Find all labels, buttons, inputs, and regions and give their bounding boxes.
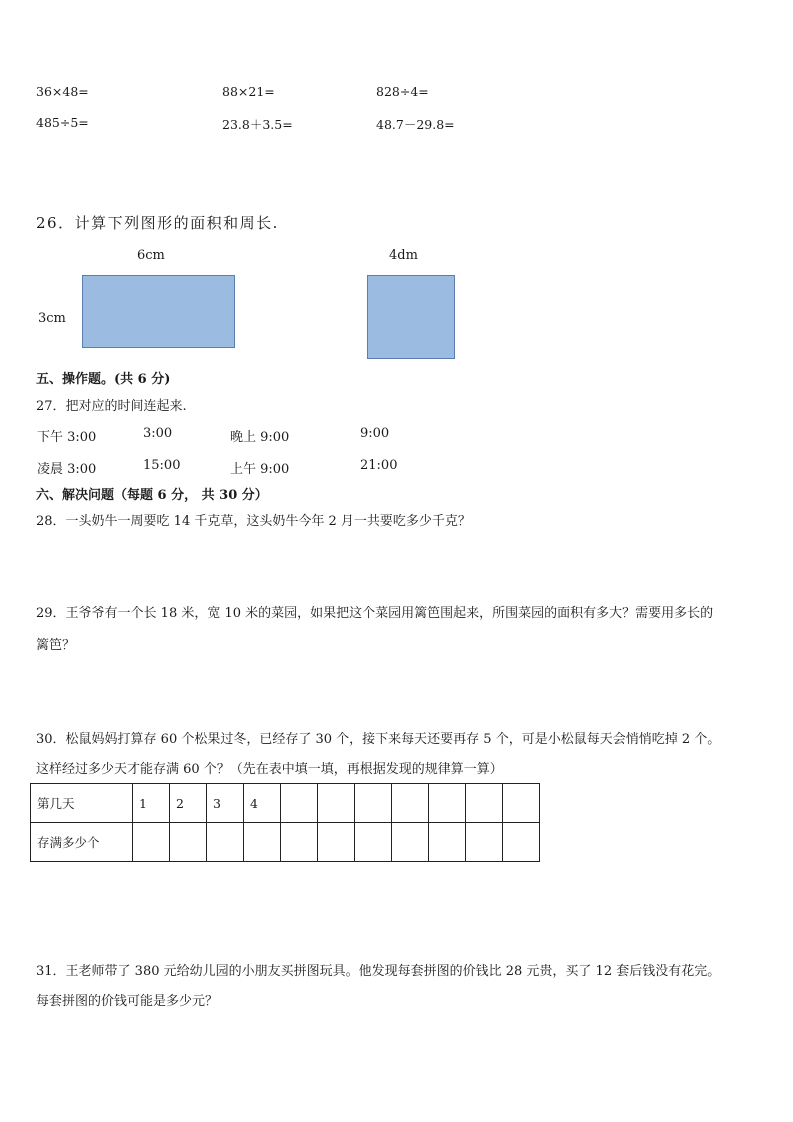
time-left-1: 下午 3:00 (37, 430, 97, 445)
rectangle-shape (82, 275, 235, 348)
table-row (31, 784, 540, 823)
rect-height-label: 3cm (38, 311, 66, 326)
day-cell (466, 784, 503, 823)
day-cell (429, 784, 466, 823)
day-cell (355, 784, 392, 823)
day-cell: 1 (133, 784, 170, 823)
calc-4: 485÷5= (36, 115, 89, 130)
row-header-days: 第几天 (31, 784, 133, 823)
answer-cell[interactable] (170, 823, 207, 862)
time-far-2: 21:00 (360, 458, 398, 473)
time-mid-2: 15:00 (143, 458, 181, 473)
question-31-line-2: 每套拼图的价钱可能是多少元？ (36, 994, 219, 1009)
rect-width-label: 6cm (137, 248, 165, 263)
calc-2: 88×21= (222, 84, 275, 99)
answer-cell[interactable] (318, 823, 355, 862)
answer-cell[interactable] (207, 823, 244, 862)
answer-cell[interactable] (355, 823, 392, 862)
days-table (30, 783, 540, 862)
answer-cell[interactable] (466, 823, 503, 862)
answer-cell[interactable] (244, 823, 281, 862)
day-cell (392, 784, 429, 823)
answer-cell[interactable] (503, 823, 540, 862)
answer-cell[interactable] (392, 823, 429, 862)
section-5-title: 五、操作题。(共 6 分) (36, 372, 171, 387)
square-shape (367, 275, 455, 359)
calc-3: 828÷4= (376, 84, 429, 99)
day-cell: 3 (207, 784, 244, 823)
time-right-1: 晚上 9:00 (230, 430, 290, 445)
day-cell (281, 784, 318, 823)
table-row (31, 823, 540, 862)
section-6-title: 六、解决问题（每题 6 分， 共 30 分） (36, 488, 268, 503)
question-26-text: 26．计算下列图形的面积和周长. (36, 214, 279, 232)
time-mid-1: 3:00 (143, 426, 173, 441)
answer-cell[interactable] (133, 823, 170, 862)
time-left-2: 凌晨 3:00 (37, 462, 97, 477)
question-29-line-1: 29．王爷爷有一个长 18 米，宽 10 米的菜园，如果把这个菜园用篱笆围起来，所围菜园的面积有多大？需要用多长的 (36, 606, 714, 621)
question-30-line-2: 这样经过多少天才能存满 60 个？（先在表中填一填，再根据发现的规律算一算） (36, 762, 503, 777)
question-28-text: 28．一头奶牛一周要吃 14 千克草，这头奶牛今年 2 月一共要吃多少千克？ (36, 514, 471, 529)
question-29-line-2: 篱笆？ (36, 638, 76, 653)
answer-cell[interactable] (281, 823, 318, 862)
calc-5: 23.8＋3.5= (222, 117, 293, 132)
day-cell: 4 (244, 784, 281, 823)
answer-cell[interactable] (429, 823, 466, 862)
square-side-label: 4dm (389, 248, 418, 263)
day-cell (318, 784, 355, 823)
calc-6: 48.7－29.8= (376, 117, 455, 132)
question-30-line-1: 30．松鼠妈妈打算存 60 个松果过冬，已经存了 30 个，接下来每天还要再存 5 个，可是小松鼠每天会悄悄吃掉 2 个。 (36, 732, 721, 747)
question-31-line-1: 31．王老师带了 380 元给幼儿园的小朋友买拼图玩具。他发现每套拼图的价钱比 28 元贵，买了 12 套后钱没有花完。 (36, 964, 721, 979)
row-header-count: 存满多少个 (31, 823, 133, 862)
calc-1: 36×48= (36, 84, 89, 99)
day-cell: 2 (170, 784, 207, 823)
time-far-1: 9:00 (360, 426, 390, 441)
day-cell (503, 784, 540, 823)
time-right-2: 上午 9:00 (230, 462, 290, 477)
question-27-text: 27．把对应的时间连起来. (36, 399, 187, 414)
